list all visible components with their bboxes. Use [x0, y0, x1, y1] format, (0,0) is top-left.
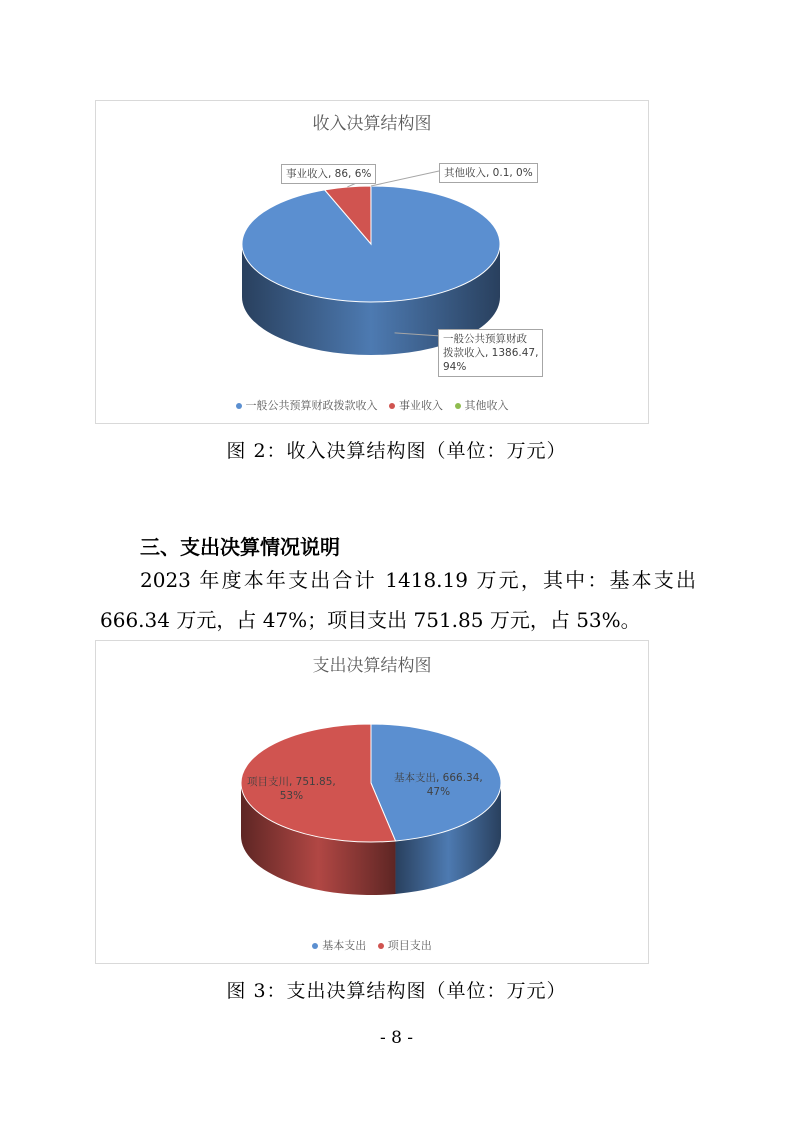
legend-item [312, 937, 366, 953]
legend-label: 事业收入 [399, 399, 443, 412]
leader-line [371, 171, 439, 186]
expenditure-structure-chart [95, 640, 649, 964]
chart-legend [96, 937, 648, 953]
chart-legend [96, 397, 648, 413]
legend-label: 基本支出 [322, 939, 367, 952]
legend-item [378, 937, 432, 953]
data-label-project [247, 775, 336, 803]
page-number: - 8 - [379, 1028, 414, 1048]
income-structure-chart [95, 100, 649, 424]
data-label-line: 拨款收入, 1386.47, [443, 347, 539, 359]
data-label-shiye: 事业收入, 86, 6% [281, 164, 376, 184]
legend-marker [236, 403, 242, 409]
chart-title: 支出决算结构图 [312, 656, 432, 676]
body-paragraph: 2023 年度本年支出合计 1418.19 万元，其中：基本支出 666.34 万元，占 47%；项目支出 751.85 万元，占 53%。 [100, 568, 696, 632]
legend-marker [312, 943, 318, 949]
legend-item [236, 397, 378, 413]
legend-item [389, 397, 443, 413]
legend-label: 其他收入 [464, 399, 509, 412]
legend-marker [389, 403, 395, 409]
figure-caption: 图 3：支出决算结构图（单位：万元） [226, 980, 567, 1002]
section-heading: 三、支出决算情况说明 [140, 535, 340, 559]
data-label-line: 47% [426, 786, 451, 798]
data-label-line: 94% [443, 361, 467, 373]
data-label-line: 一般公共预算财政 [443, 333, 527, 345]
data-label-qita: 其他收入, 0.1, 0% [439, 163, 538, 183]
data-label-basic [394, 771, 483, 799]
legend-item [455, 397, 509, 413]
figure-caption: 图 2：收入决算结构图（单位：万元） [226, 440, 567, 462]
legend-marker [455, 403, 461, 409]
data-label-line: 53% [279, 790, 304, 802]
data-label-general-budget [438, 329, 543, 377]
legend-marker [378, 943, 384, 949]
pie-chart-svg [96, 101, 648, 423]
data-label-line: 基本支出, 666.34, [394, 772, 483, 784]
data-label-line: 项目支川, 751.85, [247, 776, 336, 788]
pie-chart-svg [96, 641, 648, 963]
chart-title: 收入决算结构图 [312, 114, 432, 134]
legend-label: 一般公共预算财政拨款收入 [245, 399, 378, 412]
legend-label: 项目支出 [387, 939, 432, 952]
